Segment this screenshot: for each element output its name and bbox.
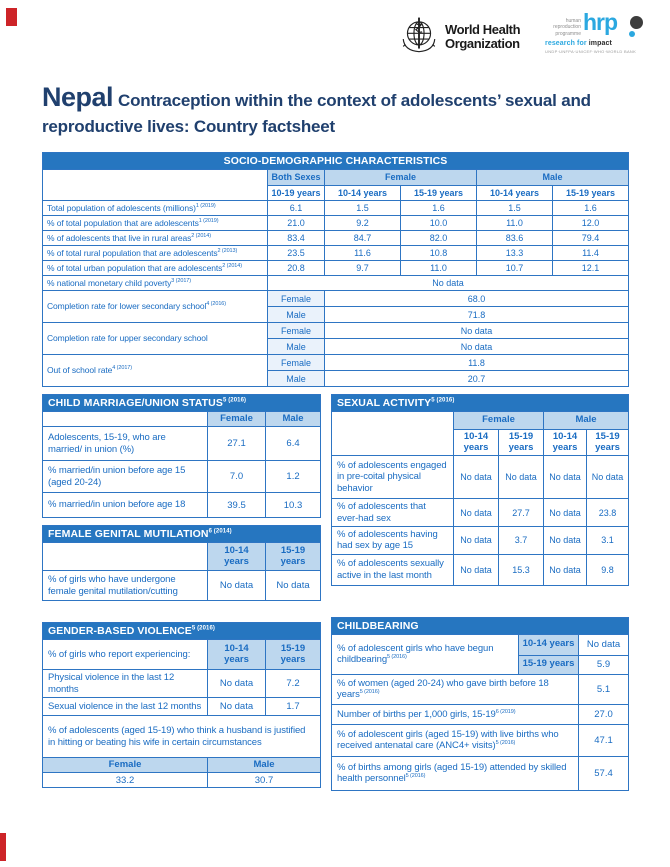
childbearing-table	[331, 617, 629, 791]
row-label: % of total population that are adolescents$^{1 (2019)}$	[43, 216, 268, 231]
row-label: % married/in union before age 15 (aged 20-24)	[43, 461, 208, 493]
child-marriage-table	[42, 394, 321, 518]
hrp-logo	[545, 9, 645, 54]
row-label: % of adolescents sexually active in the last month	[332, 554, 454, 585]
sex-cell: Female	[268, 291, 325, 307]
table-row: % of adolescents sexually active in the last month No data 15.3 No data 9.8	[332, 554, 629, 585]
table-row: % of adolescents that live in rural areas$^{2 (2014)}$ 83.4 84.7 82.0 83.6 79.4	[43, 231, 629, 246]
table-title: SOCIO-DEMOGRAPHIC CHARACTERISTICS	[43, 153, 629, 170]
table-title-row	[43, 623, 321, 640]
row-label: % of births among girls (aged 15-19) attended by skilled health personnel$^{5 (2016)}$	[332, 756, 579, 790]
row-label: % national monetary child poverty$^{3 (2017)}$	[43, 276, 268, 291]
row-label: % of adolescents that ever-had sex	[332, 499, 454, 527]
table-row: 15-19 years 5.9	[332, 655, 629, 674]
hrp-wordmark: hrp	[583, 9, 618, 35]
table-row: % of births among girls (aged 15-19) attended by skilled health personnel$^{5 (2016)}$ 57.4	[332, 756, 629, 790]
row-label: % of adolescents having had sex by age 15	[332, 527, 454, 555]
table-row: % married/in union before age 15 (aged 20-24) 7.0 1.2	[43, 461, 321, 493]
column-years-row: 10-19 years 10-14 years 15-19 years 10-14 years 15-19 years	[43, 186, 629, 201]
col-group-female: Female	[325, 170, 477, 186]
table-row: % of adolescent girls (aged 15-19) with live births who received antenatal care (ANC4+ visits)$^{5 (2016)}$ 47.1	[332, 724, 629, 756]
row-label: Completion rate for lower secondary school$^{4 (2016)}$	[43, 291, 268, 323]
hrp-blue-dot-icon	[629, 31, 635, 37]
table-title-row	[43, 526, 321, 543]
blank-cell	[43, 170, 268, 201]
gender-based-violence-table	[42, 622, 321, 788]
period-cell: 15-19 years	[519, 655, 579, 674]
red-scan-mark-top	[6, 8, 17, 26]
who-logo-text	[445, 23, 520, 51]
table-title: FEMALE GENITAL $MUTILATION^{6 (2014)}$	[43, 526, 321, 543]
table-row: % of total population that are adolescents$^{1 (2019)}$ 21.0 9.2 10.0 11.0 12.0	[43, 216, 629, 231]
merged-value-cell: No data	[268, 276, 629, 291]
table-row: % married/in union before age 18 39.5 10.3	[43, 493, 321, 518]
table-title-row	[332, 617, 629, 634]
row-label: % of adolescent girls who have begun childbearing$^{5 (2016)}$	[332, 634, 519, 674]
row-label: % of women (aged 20-24) who gave birth before 18 years$^{5 (2016)}$	[332, 674, 579, 704]
col-group-both-sexes: Both Sexes	[268, 170, 325, 186]
table-row: Male 20.7	[43, 371, 629, 387]
blank-cell	[43, 412, 208, 427]
column-group-row: Female Male	[332, 412, 629, 430]
sex-cell: Female	[268, 323, 325, 339]
table-row: Out of school rate$^{4 (2017)}$ Female 11.8	[43, 355, 629, 371]
table-row	[43, 716, 321, 758]
table-row: % of women (aged 20-24) who gave birth before 18 years$^{5 (2016)}$ 5.1	[332, 674, 629, 704]
hrp-dark-dot-icon	[630, 16, 643, 29]
column-header-row: % of girls who report experiencing: 10-14 years 15-19 years	[43, 640, 321, 670]
table-title: SEXUAL $ACTIVITY^{5 (2016)}$	[332, 395, 629, 412]
who-logo-line2: Organization	[445, 36, 520, 51]
sex-cell: Male	[268, 307, 325, 323]
blank-cell	[332, 412, 454, 456]
column-years-row: 10-14 years 15-19 years 10-14 years 15-19 years	[332, 430, 629, 456]
row-label: % of total rural population that are adolescents$^{2 (2013)}$	[43, 246, 268, 261]
period-cell: 10-14 years	[519, 634, 579, 655]
sex-cell: Male	[268, 339, 325, 355]
page-title-text: Contraception within the context of adolescents’ sexual and reproductive lives: Country factsheet	[42, 91, 591, 136]
right-column	[331, 394, 628, 791]
column-group-row	[43, 170, 629, 186]
row-label: % of adolescents engaged in pre-coital physical behavior	[332, 456, 454, 499]
bottom-values-row: 33.2 30.7	[43, 773, 321, 788]
row-label: Completion rate for upper secondary school	[43, 323, 268, 355]
fgm-table	[42, 525, 321, 601]
who-logo	[398, 16, 520, 58]
row-label: % of adolescents that live in rural areas$^{2 (2014)}$	[43, 231, 268, 246]
table-row: Total population of adolescents (millions)$^{1 (2019)}$ 6.1 1.5 1.6 1.5 1.6	[43, 201, 629, 216]
table-row: Physical violence in the last 12 months No data 7.2	[43, 670, 321, 698]
table-title: CHILD MARRIAGE/UNION $STATUS^{5 (2016)}$	[43, 395, 321, 412]
row-label: Sexual violence in the last 12 months	[43, 698, 208, 716]
country-name: Nepal	[42, 82, 114, 112]
blank-cell	[43, 543, 208, 571]
sexual-activity-table	[331, 394, 629, 586]
table-row: % of girls who have undergone female genital mutilation/cutting No data No data	[43, 571, 321, 601]
sex-cell: Male	[268, 371, 325, 387]
who-logo-line1: World Health	[445, 21, 521, 37]
hrp-partners-line: UNDP·UNFPA·UNICEF·WHO·WORLD BANK	[545, 48, 637, 54]
red-scan-mark-bottom	[0, 833, 6, 861]
table-row: % of adolescents that ever-had sex No data 27.7 No data 23.8	[332, 499, 629, 527]
table-row: Completion rate for lower secondary school$^{4 (2016)}$ Female 68.0	[43, 291, 629, 307]
table-row: % of total rural population that are adolescents$^{2 (2013)}$ 23.5 11.6 10.8 13.3 11.4	[43, 246, 629, 261]
table-row: % of adolescents having had sex by age 15 No data 3.7 No data 3.1	[332, 527, 629, 555]
row-label: % married/in union before age 18	[43, 493, 208, 518]
table-row: % of adolescents engaged in pre-coital physical behavior No data No data No data No data	[332, 456, 629, 499]
hrp-small-text: human reproduction programme	[553, 18, 581, 37]
table-row: Adolescents, 15-19, who are married/ in union (%) 27.1 6.4	[43, 427, 321, 461]
table-title-row	[43, 153, 629, 170]
row-label: % of girls who report experiencing:	[43, 640, 208, 670]
row-label: Number of births per 1,000 girls, $15-19^{6 (2019)}$	[332, 704, 579, 724]
table-row: Male 71.8	[43, 307, 629, 323]
column-header-row: 10-14 years 15-19 years	[43, 543, 321, 571]
table-row: % of total urban population that are adolescents$^{2 (2014)}$ 20.8 9.7 11.0 10.7 12.1	[43, 261, 629, 276]
left-column	[42, 394, 320, 788]
row-label: Physical violence in the last 12 months	[43, 670, 208, 698]
table-row: Number of births per 1,000 girls, $15-19^{6 (2019)}$ 27.0	[332, 704, 629, 724]
col-group-male: Male	[477, 170, 629, 186]
row-label: Adolescents, 15-19, who are married/ in union (%)	[43, 427, 208, 461]
row-label: % of adolescent girls (aged 15-19) with live births who received antenatal care (ANC4+ visits)$^{5 (2016)}$	[332, 724, 579, 756]
bottom-header-row: Female Male	[43, 758, 321, 773]
table-row: Sexual violence in the last 12 months No data 1.7	[43, 698, 321, 716]
table-title: GENDER-BASED $VIOLENCE^{5 (2016)}$	[43, 623, 321, 640]
table-row: % of adolescent girls who have begun childbearing$^{5 (2016)}$ 10-14 years No data	[332, 634, 629, 655]
who-emblem-icon	[398, 16, 440, 58]
table-title: CHILDBEARING	[332, 617, 629, 634]
row-label: Out of school rate$^{4 (2017)}$	[43, 355, 268, 387]
column-header-row: Female Male	[43, 412, 321, 427]
table-title-row	[43, 395, 321, 412]
page-title	[42, 84, 634, 140]
row-label: Total population of adolescents (millions)$^{1 (2019)}$	[43, 201, 268, 216]
row-label: % of girls who have undergone female genital mutilation/cutting	[43, 571, 208, 601]
hrp-tagline: research for impact	[545, 39, 612, 47]
table-row	[43, 276, 629, 291]
table-row: Completion rate for upper secondary school Female No data	[43, 323, 629, 339]
table-row: Male No data	[43, 339, 629, 355]
row-label: % of adolescents (aged 15-19) who think a husband is justified in hitting or beating his wife in certain circumstances	[43, 716, 321, 758]
socio-demographic-table	[42, 152, 629, 387]
row-label: % of total urban population that are adolescents$^{2 (2014)}$	[43, 261, 268, 276]
sex-cell: Female	[268, 355, 325, 371]
table-title-row	[332, 395, 629, 412]
